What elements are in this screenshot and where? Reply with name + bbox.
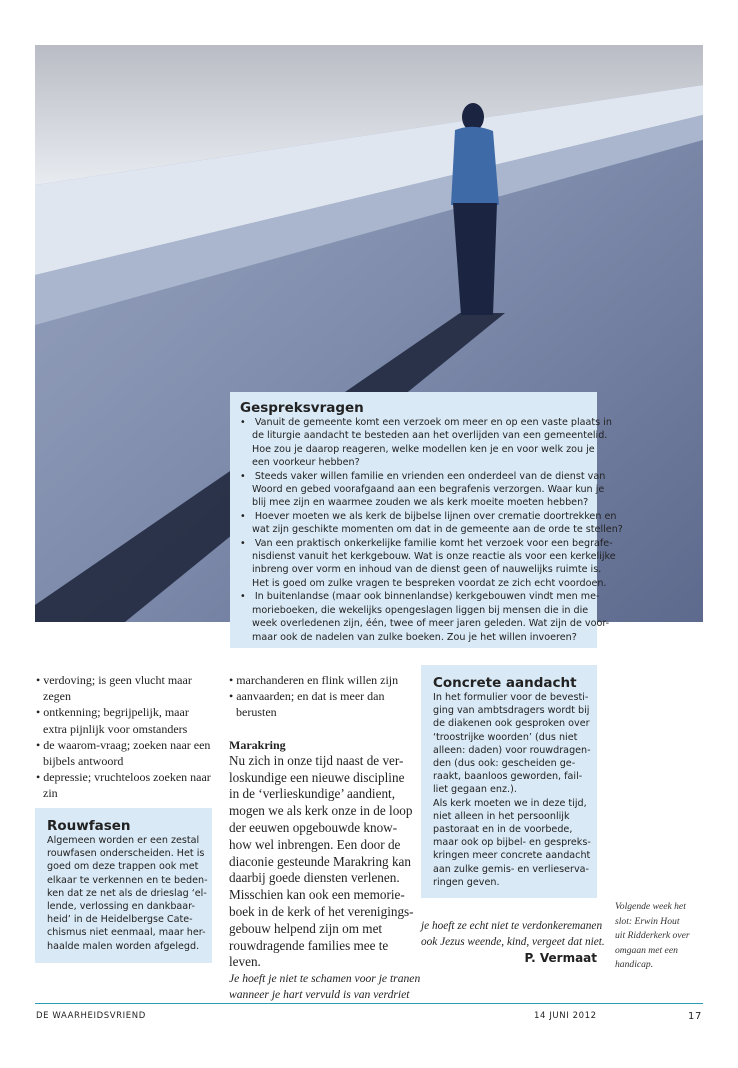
text-line: maar ook op bijbel- en gespreks- — [433, 837, 591, 849]
list-item-text: Van een praktisch onkerkelijke familie komt het verzoek voor een begrafe- — [254, 537, 613, 549]
text-line: omgaan met een — [615, 944, 678, 956]
list-item-text: Steeds vaker willen familie en vrienden een onderdeel van de dienst van — [254, 470, 606, 482]
gespreksvragen-list — [240, 416, 623, 644]
list-item-text: depressie; vruchteloos zoeken naar — [43, 770, 211, 785]
text-line: Algemeen worden er een zestal — [47, 835, 200, 846]
text-line: ‘troostrijke woorden’ (dus niet — [433, 731, 578, 743]
list-item-text: verdoving; is geen vlucht maar — [43, 673, 192, 687]
text-line: ringen geven. — [433, 876, 500, 888]
text-line: zegen — [43, 689, 71, 704]
text-line: bijbels antwoord — [43, 754, 124, 769]
list-item — [229, 672, 419, 688]
magazine-name: DE WAARHEIDSVRIEND — [36, 1011, 146, 1021]
text-line: raakt, baanloos geworden, fail- — [433, 771, 583, 783]
bullet-icon: • — [240, 510, 255, 522]
text-line: handicap. — [615, 959, 654, 970]
text-line: blij mee zijn en waarmee zouden we als kerk moeite moeten hebben? — [252, 497, 589, 509]
concrete-aandacht-box — [421, 665, 597, 898]
text-line: pastoraat en in de voorbede, — [433, 824, 573, 836]
text-line: niet alleen in het persoonlijk — [433, 810, 570, 822]
list-item — [36, 672, 216, 688]
marakring-poem — [229, 971, 419, 1003]
text-line: lende, verlossing en dankbaar- — [47, 901, 195, 913]
marakring-text — [229, 753, 419, 971]
list-item-text: aanvaarden; en dat is meer dan — [236, 689, 385, 704]
bullet-icon: • — [240, 470, 255, 482]
concrete-aandacht-title: Concrete aandacht — [433, 675, 577, 691]
bullet-icon: • — [240, 591, 255, 603]
text-line: Nu zich in onze tijd naast de ver- — [229, 752, 404, 768]
text-line: diaconie gesteunde Marakring kan — [229, 853, 411, 869]
bullet-icon: • — [229, 689, 237, 704]
text-line: In het formulier voor de bevesti- — [433, 692, 589, 703]
list-item-text: marchanderen en flink willen zijn — [236, 673, 399, 687]
text-line: morieboeken, die wekelijks opengeslagen liggen bij mensen die in die — [252, 604, 589, 616]
text-line: ging van ambtsdragers wordt bij — [433, 705, 590, 717]
list-item — [36, 737, 216, 753]
list-item-text: Vanuit de gemeente komt een verzoek om meer en op een vaste plaats in — [254, 417, 612, 428]
marakring-heading: Marakring — [229, 737, 286, 752]
text-line: der eeuwen opgebouwde know- — [229, 820, 398, 835]
text-line: mogen we als kerk onze in de loop — [229, 803, 413, 819]
issue-date: 14 JUNI 2012 — [534, 1011, 597, 1021]
text-line: nisdienst vanuit het kerkgebouw. Wat is onze reactie als voor een kerkelijke — [252, 551, 616, 563]
text-line: week overledenen zijn, één, twee of meer jaren geleden. Wat zijn de voor- — [252, 618, 610, 630]
text-line: Het is goed om zulke vragen te bespreken voordat ze zich echt voordoen. — [252, 577, 607, 589]
list-item — [240, 416, 612, 429]
gespreksvragen-box — [230, 392, 623, 648]
text-line: leven. — [229, 954, 261, 970]
bullet-icon: • — [240, 537, 255, 549]
text-line: wat zijn geschikte momenten om dat in de gemeente aan de orde te stellen? — [252, 524, 623, 536]
text-line: inbreng over vorm en inhoud van de dienst geen of nauwelijks ruimte is. — [252, 564, 602, 576]
text-line: den (dus ook: gescheiden ge- — [433, 758, 576, 770]
text-line: berusten — [236, 705, 277, 720]
text-line: gebouw helpend zijn om met — [229, 920, 383, 936]
text-line: how wel inbrengen. Een door de — [229, 836, 401, 852]
rouwfasen-list-column-1 — [36, 672, 216, 802]
text-line: aan zulke gemis- en verlieserva- — [433, 863, 590, 875]
rouwfasen-title: Rouwfasen — [47, 818, 131, 834]
list-item — [36, 769, 216, 785]
text-line: zin — [43, 786, 58, 801]
text-line: de liturgie aandacht te besteden aan het overlijden van een gemeentelid. — [252, 430, 608, 442]
list-item — [36, 704, 216, 720]
poem — [421, 918, 605, 966]
page-number: 17 — [688, 1011, 702, 1022]
rouwfasen-list-column-2 — [229, 672, 419, 721]
list-item-text: de waarom-vraag; zoeken naar een — [43, 737, 211, 752]
text-line: Je hoeft je niet te schamen voor je tranen — [229, 972, 421, 986]
text-line: kringen meer concrete aandacht — [433, 850, 591, 862]
bullet-icon: • — [36, 770, 44, 785]
text-line: de diakenen ook gesproken over — [433, 718, 590, 730]
text-line: slot: Erwin Hout — [615, 915, 680, 927]
text-line: een voorkeur hebben? — [252, 457, 360, 469]
bullet-icon: • — [36, 673, 44, 687]
list-item — [240, 470, 606, 483]
text-line: je hoeft ze echt niet te verdonkeremanen — [421, 920, 603, 932]
text-line: rouwdragende families mee te — [229, 937, 389, 953]
list-item-text: ontkenning; begrijpelijk, maar — [43, 705, 189, 720]
text-line: Woord en gebed voorafgaand aan een begrafenis verzorgen. Waar kun je — [252, 484, 605, 496]
list-item — [229, 688, 419, 704]
footer-divider — [35, 1003, 703, 1004]
text-line: goed om deze trappen ook met — [47, 861, 199, 873]
list-item — [240, 510, 617, 523]
bullet-icon: • — [36, 737, 44, 752]
author: P. Vermaat — [524, 951, 597, 965]
text-line: haalde malen worden afgelegd. — [47, 940, 200, 952]
gespreksvragen-title: Gespreksvragen — [240, 400, 364, 416]
text-line: chismus niet eenmaal, maar her- — [47, 927, 206, 939]
text-line: Volgende week het — [615, 901, 686, 912]
text-line: wanneer je hart vervuld is van verdriet — [229, 988, 410, 1002]
text-line: liet gegaan enz.). — [433, 784, 517, 796]
list-item — [240, 537, 613, 550]
list-item — [240, 590, 600, 603]
bullet-icon: • — [36, 705, 44, 720]
rouwfasen-box — [35, 808, 212, 963]
text-line: maar ook de nadelen van zulke boeken. Zou je het willen invoeren? — [252, 631, 577, 643]
next-week-note — [615, 900, 710, 973]
text-line: boek in de kerk of het verenigings- — [229, 903, 414, 919]
text-line: ken dat ze net als de drieslag ‘el- — [47, 887, 207, 899]
rouwfasen-text — [47, 834, 208, 953]
column-2 — [229, 672, 419, 1003]
text-line: in de ‘verlieskundige’ aandient, — [229, 786, 396, 802]
text-line: extra pijnlijk voor omstanders — [43, 721, 188, 736]
text-line: Misschien kan ook een memorie- — [229, 887, 405, 903]
text-line: Als kerk moeten we in deze tijd, — [433, 797, 587, 809]
text-line: loskundige een nieuwe discipline — [229, 769, 405, 785]
list-item-text: Hoever moeten we als kerk de bijbelse lijnen over crematie doortrekken en — [254, 510, 617, 522]
text-line: uit Ridderkerk over — [615, 930, 690, 941]
concrete-aandacht-text — [433, 691, 591, 889]
text-line: Hoe zou je daarop reageren, welke modellen ken je en voor welk zou je — [252, 443, 595, 455]
list-item-text: In buitenlandse (maar ook binnenlandse) kerkgebouwen vindt men me- — [254, 591, 600, 603]
bullet-icon: • — [229, 673, 237, 687]
bullet-icon: • — [240, 417, 255, 428]
text-line: alleen: daden) voor rouwdragen- — [433, 744, 591, 756]
text-line: elkaar te verkennen en te beden- — [47, 874, 208, 886]
text-line: rouwfasen onderscheiden. Het is — [47, 848, 205, 860]
text-line: daarbij goede diensten verlenen. — [229, 870, 400, 886]
text-line: ook Jezus weende, kind, vergeet dat niet. — [421, 936, 605, 948]
text-line: heid’ in de Heidelbergse Cate- — [47, 914, 193, 926]
